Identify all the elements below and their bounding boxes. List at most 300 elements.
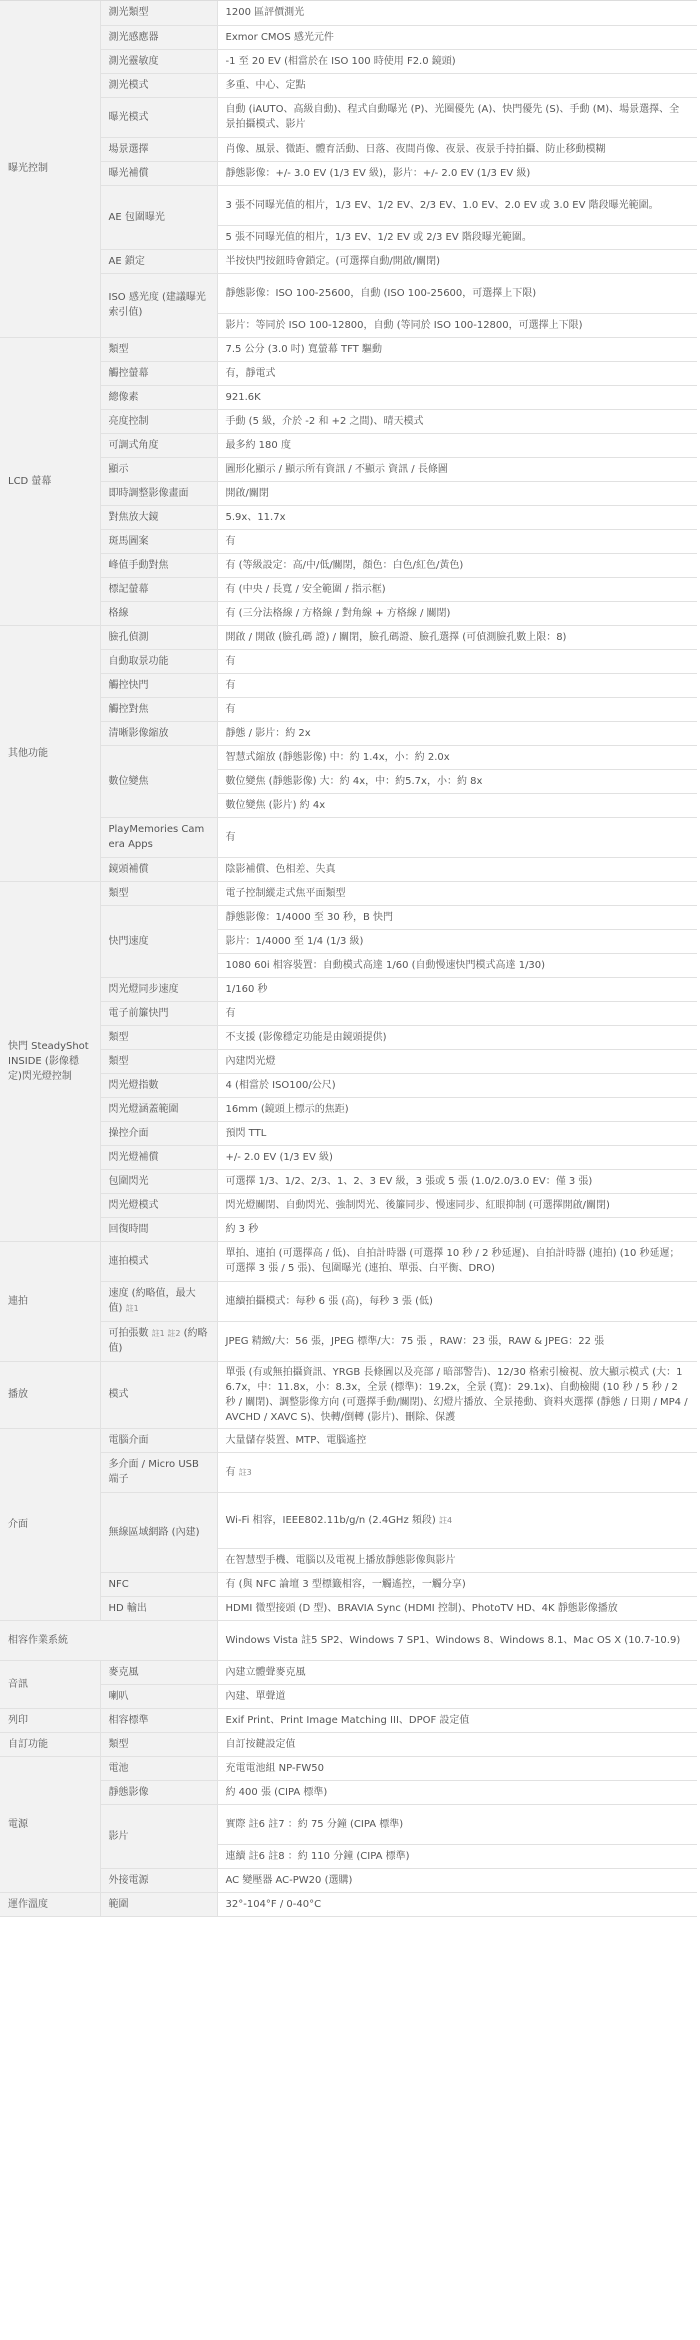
spec-value-text: 有 bbox=[225, 1466, 236, 1478]
spec-value bbox=[217, 769, 697, 793]
spec-value bbox=[217, 1756, 697, 1780]
spec-value bbox=[217, 697, 697, 721]
spec-value bbox=[217, 1596, 697, 1620]
spec-item-text: 峰值手動對焦 bbox=[108, 559, 169, 571]
spec-item-label bbox=[100, 1804, 217, 1868]
spec-value bbox=[217, 673, 697, 697]
spec-item-label bbox=[100, 1492, 217, 1572]
spec-row bbox=[0, 1049, 697, 1073]
spec-value-text: 32°-104°F / 0-40°C bbox=[225, 1898, 322, 1910]
spec-value bbox=[217, 1892, 697, 1916]
spec-value-text: 有 bbox=[225, 703, 236, 715]
spec-item-label bbox=[100, 1121, 217, 1145]
spec-row bbox=[0, 673, 697, 697]
spec-value bbox=[217, 977, 697, 1001]
spec-item-label bbox=[100, 249, 217, 273]
spec-value bbox=[217, 953, 697, 977]
spec-item-text: 喇叭 bbox=[108, 1690, 129, 1702]
spec-item-text: 類型 bbox=[108, 343, 129, 355]
spec-value-text: 單張 (有或無拍攝資訊、YRGB 長條圖以及亮部 / 暗部警告)、12/30 格索引檢視、放大顯示模式 (大：16.7x，中：11.8x，小：8.3x，全景 (標準)：19.2x，全景 (寬)：29.1x)、自動檢閱 (10 秒 / 5 秒 / 2 秒 / 關閉)、調整影像方向 (可選擇手動/關閉)、幻燈片播放、全景捲動、資料夾選擇 (靜態 / 日期 / MP4 / AVCHD / XAVC S)、快轉/倒轉 (影片)、刪除、保護 bbox=[225, 1366, 688, 1423]
spec-row bbox=[0, 1001, 697, 1025]
spec-item-text: 對焦放大鏡 bbox=[108, 511, 159, 523]
spec-value-text: 有 bbox=[225, 535, 236, 547]
spec-item-text: 快門速度 bbox=[108, 935, 149, 947]
spec-row bbox=[0, 249, 697, 273]
spec-item-text: 類型 bbox=[108, 1738, 129, 1750]
spec-row bbox=[0, 1684, 697, 1708]
spec-item-label bbox=[100, 1780, 217, 1804]
spec-value bbox=[217, 337, 697, 361]
spec-value-text: 1200 區評價測光 bbox=[225, 7, 305, 19]
spec-item-label bbox=[100, 1756, 217, 1780]
spec-item-label bbox=[100, 73, 217, 97]
spec-value-text: 實際 註6 註7 ：約 75 分鐘 (CIPA 標準) bbox=[225, 1818, 404, 1830]
spec-row bbox=[0, 1660, 697, 1684]
spec-item-label bbox=[100, 1217, 217, 1241]
spec-row bbox=[0, 49, 697, 73]
spec-row bbox=[0, 1193, 697, 1217]
spec-row bbox=[0, 1596, 697, 1620]
spec-value-text: 多重、中心、定點 bbox=[225, 79, 306, 91]
spec-value bbox=[217, 929, 697, 953]
spec-item-text: 模式 bbox=[108, 1389, 129, 1400]
spec-row bbox=[0, 1780, 697, 1804]
spec-value bbox=[217, 1572, 697, 1596]
spec-item-text: 外接電源 bbox=[108, 1874, 149, 1886]
spec-row bbox=[0, 1868, 697, 1892]
section-category: 曝光控制 bbox=[0, 1, 100, 337]
spec-row bbox=[0, 1217, 697, 1241]
spec-value-text: 有 bbox=[225, 679, 236, 691]
spec-row bbox=[0, 1073, 697, 1097]
spec-value-text: 最多約 180 度 bbox=[225, 439, 291, 451]
spec-row bbox=[0, 361, 697, 385]
spec-item-label bbox=[100, 1868, 217, 1892]
spec-value-text: 3 張不同曝光值的相片，1/3 EV、1/2 EV、2/3 EV、1.0 EV、2.0 EV 或 3.0 EV 階段曝光範圍。 bbox=[225, 199, 659, 211]
spec-value bbox=[217, 1452, 697, 1492]
spec-value-text: 在智慧型手機、電腦以及電視上播放靜態影像與影片 bbox=[225, 1554, 456, 1566]
spec-value bbox=[217, 137, 697, 161]
spec-item-label bbox=[100, 1193, 217, 1217]
spec-item-text: 回復時間 bbox=[108, 1223, 149, 1235]
spec-value bbox=[217, 881, 697, 905]
spec-row bbox=[0, 1892, 697, 1916]
spec-item-text: 顯示 bbox=[108, 463, 129, 475]
spec-item-label bbox=[100, 577, 217, 601]
spec-value-text: 靜態影像：+/- 3.0 EV (1/3 EV 級)，影片：+/- 2.0 EV (1/3 EV 級) bbox=[225, 167, 531, 179]
spec-item-text: 影片 bbox=[108, 1830, 129, 1842]
spec-value-text: 圖形化顯示 / 顯示所有資訊 / 不顯示 資訊 / 長條圖 bbox=[225, 463, 448, 475]
spec-value bbox=[217, 793, 697, 817]
spec-item-label bbox=[100, 1708, 217, 1732]
spec-item-label bbox=[100, 1596, 217, 1620]
spec-row bbox=[0, 721, 697, 745]
spec-item-label bbox=[100, 1361, 217, 1428]
spec-row bbox=[0, 1620, 697, 1660]
spec-item-label bbox=[100, 817, 217, 857]
spec-value bbox=[217, 1428, 697, 1452]
spec-value-text: 單拍、連拍 (可選擇高 / 低)、自拍計時器 (可選擇 10 秒 / 2 秒延遲)、自拍計時器 (連拍) (10 秒延遲；可選擇 3 張 / 5 張)、包圍曝光 (連拍、單張、白平衡、DRO) bbox=[225, 1248, 680, 1274]
spec-value-text: Exif Print、Print Image Matching III、DPOF 設定值 bbox=[225, 1714, 470, 1726]
spec-item-label bbox=[100, 409, 217, 433]
spec-item-label bbox=[100, 137, 217, 161]
spec-row bbox=[0, 481, 697, 505]
spec-item-text: 麥克風 bbox=[108, 1666, 139, 1678]
spec-item-text: 類型 bbox=[108, 887, 129, 899]
spec-value-text: 約 400 張 (CIPA 標準) bbox=[225, 1786, 328, 1798]
spec-value-text: 1080 60i 相容裝置：自動模式高達 1/60 (自動慢速快門模式高達 1/30) bbox=[225, 959, 546, 971]
spec-item-text: 多介面 / Micro USB 端子 bbox=[108, 1459, 199, 1485]
spec-item-label bbox=[100, 505, 217, 529]
spec-row bbox=[0, 745, 697, 769]
spec-value-text: 連續拍攝模式：每秒 6 張 (高)，每秒 3 張 (低) bbox=[225, 1295, 433, 1307]
spec-value-text: 預閃 TTL bbox=[225, 1127, 267, 1139]
footnote-marker: 註1 bbox=[125, 1304, 139, 1313]
spec-row bbox=[0, 1145, 697, 1169]
spec-row bbox=[0, 457, 697, 481]
spec-row bbox=[0, 73, 697, 97]
section-category: 相容作業系統 bbox=[0, 1620, 217, 1660]
spec-row bbox=[0, 97, 697, 137]
spec-value-text: 有 (三分法格線 / 方格線 / 對角線 + 方格線 / 關閉) bbox=[225, 607, 451, 619]
spec-item-label bbox=[100, 161, 217, 185]
spec-row bbox=[0, 1169, 697, 1193]
spec-value bbox=[217, 905, 697, 929]
spec-value-text: 約 3 秒 bbox=[225, 1223, 259, 1235]
spec-value bbox=[217, 25, 697, 49]
spec-item-label bbox=[100, 721, 217, 745]
spec-value-text: +/- 2.0 EV (1/3 EV 級) bbox=[225, 1151, 333, 1163]
section-category: 運作溫度 bbox=[0, 1892, 100, 1916]
spec-value bbox=[217, 505, 697, 529]
section-category: 其他功能 bbox=[0, 625, 100, 881]
spec-value bbox=[217, 481, 697, 505]
spec-row bbox=[0, 185, 697, 225]
spec-value bbox=[217, 1, 697, 25]
spec-item-label bbox=[100, 1428, 217, 1452]
spec-value bbox=[217, 73, 697, 97]
spec-row bbox=[0, 577, 697, 601]
spec-item-suffix: (約略值) bbox=[108, 1328, 208, 1354]
spec-value bbox=[217, 1361, 697, 1428]
spec-row bbox=[0, 1708, 697, 1732]
spec-value bbox=[217, 1620, 697, 1660]
spec-item-label bbox=[100, 185, 217, 249]
spec-row bbox=[0, 337, 697, 361]
spec-item-label bbox=[100, 529, 217, 553]
spec-item-text: AE 包圍曝光 bbox=[108, 211, 165, 223]
spec-item-label bbox=[100, 745, 217, 817]
spec-item-text: 標記螢幕 bbox=[108, 583, 149, 595]
spec-item-label bbox=[100, 977, 217, 1001]
spec-value-text: 手動 (5 級，介於 -2 和 +2 之間)、晴天模式 bbox=[225, 415, 424, 427]
spec-value-text: 有，靜電式 bbox=[225, 367, 276, 379]
spec-value bbox=[217, 1217, 697, 1241]
spec-row bbox=[0, 1452, 697, 1492]
spec-row bbox=[0, 697, 697, 721]
spec-item-text: 無線區域網路 (內建) bbox=[108, 1526, 200, 1538]
section-category: 音訊 bbox=[0, 1660, 100, 1708]
spec-item-label bbox=[100, 1, 217, 25]
spec-value-text: 自訂按鍵設定值 bbox=[225, 1738, 296, 1750]
spec-item-label bbox=[100, 361, 217, 385]
spec-item-label bbox=[100, 97, 217, 137]
spec-item-label bbox=[100, 1452, 217, 1492]
spec-value-text: 有 (中央 / 長寬 / 安全範圍 / 指示框) bbox=[225, 583, 386, 595]
spec-value-text: HDMI 微型接頭 (D 型)、BRAVIA Sync (HDMI 控制)、PhotoTV HD、4K 靜態影像播放 bbox=[225, 1602, 618, 1614]
spec-row bbox=[0, 137, 697, 161]
spec-row bbox=[0, 625, 697, 649]
spec-value-text: 自動 (iAUTO、高級自動)、程式自動曝光 (P)、光圈優先 (A)、快門優先 (S)、手動 (M)、場景選擇、全景拍攝模式、影片 bbox=[225, 104, 680, 130]
spec-value-text: Exmor CMOS 感光元件 bbox=[225, 31, 334, 43]
spec-row bbox=[0, 1, 697, 25]
spec-value-text: 有 bbox=[225, 831, 236, 843]
spec-item-label bbox=[100, 673, 217, 697]
spec-row bbox=[0, 1121, 697, 1145]
spec-value bbox=[217, 625, 697, 649]
spec-row bbox=[0, 1572, 697, 1596]
spec-value-text: 16mm (鏡頭上標示的焦距) bbox=[225, 1103, 349, 1115]
spec-item-text: 總像素 bbox=[108, 391, 139, 403]
spec-value bbox=[217, 273, 697, 313]
spec-item-label bbox=[100, 1684, 217, 1708]
spec-row bbox=[0, 1756, 697, 1780]
section-category: 快門 SteadyShot INSIDE (影像穩定)閃光燈控制 bbox=[0, 881, 100, 1241]
spec-value-text: 有 (與 NFC 論壇 3 型標籤相容，一觸遙控，一觸分享) bbox=[225, 1578, 466, 1590]
spec-item-text: 觸控螢幕 bbox=[108, 367, 149, 379]
spec-value bbox=[217, 857, 697, 881]
spec-value bbox=[217, 249, 697, 273]
spec-item-label bbox=[100, 1097, 217, 1121]
spec-value-text: 5 張不同曝光值的相片，1/3 EV、1/2 EV 或 2/3 EV 階段曝光範圍。 bbox=[225, 231, 532, 243]
spec-item-label bbox=[100, 1169, 217, 1193]
spec-value bbox=[217, 1025, 697, 1049]
spec-value bbox=[217, 409, 697, 433]
spec-row bbox=[0, 385, 697, 409]
spec-value-text: 開啟/關閉 bbox=[225, 487, 269, 499]
spec-value-text: -1 至 20 EV (相當於在 ISO 100 時使用 F2.0 鏡頭) bbox=[225, 55, 456, 67]
spec-value bbox=[217, 601, 697, 625]
spec-item-text: 斑馬圖案 bbox=[108, 535, 149, 547]
spec-row bbox=[0, 433, 697, 457]
spec-item-text: 測光類型 bbox=[108, 7, 149, 19]
spec-value bbox=[217, 457, 697, 481]
spec-value-text: 7.5 公分 (3.0 吋) 寬螢幕 TFT 驅動 bbox=[225, 343, 382, 355]
spec-item-text: HD 輸出 bbox=[108, 1602, 147, 1614]
spec-item-label bbox=[100, 481, 217, 505]
spec-value-text: 大量儲存裝置、MTP、電腦遙控 bbox=[225, 1434, 367, 1446]
spec-value bbox=[217, 577, 697, 601]
spec-value bbox=[217, 1145, 697, 1169]
spec-row bbox=[0, 857, 697, 881]
spec-value bbox=[217, 817, 697, 857]
spec-item-text: 電池 bbox=[108, 1762, 129, 1774]
spec-value-text: 充電電池組 NP-FW50 bbox=[225, 1762, 324, 1774]
spec-row bbox=[0, 25, 697, 49]
spec-value bbox=[217, 1684, 697, 1708]
section-category: LCD 螢幕 bbox=[0, 337, 100, 625]
spec-item-text: 可調式角度 bbox=[108, 439, 159, 451]
spec-value-text: 921.6K bbox=[225, 391, 261, 403]
spec-item-text: 自動取景功能 bbox=[108, 655, 169, 667]
spec-item-text: 速度 (約略值，最大值) bbox=[108, 1288, 196, 1314]
spec-item-text: 包圍閃光 bbox=[108, 1175, 149, 1187]
spec-value-text: 數位變焦 (影片) 約 4x bbox=[225, 799, 326, 811]
spec-value bbox=[217, 1548, 697, 1572]
spec-item-text: PlayMemories Camera Apps bbox=[108, 824, 205, 850]
spec-item-label bbox=[100, 905, 217, 977]
spec-value-text: 陰影補償、色相差、失真 bbox=[225, 863, 336, 875]
section-category: 電源 bbox=[0, 1756, 100, 1892]
spec-value bbox=[217, 1492, 697, 1548]
spec-item-text: 範圍 bbox=[108, 1898, 129, 1910]
spec-item-label bbox=[100, 1572, 217, 1596]
spec-item-text: 場景選擇 bbox=[108, 143, 149, 155]
spec-item-label bbox=[100, 857, 217, 881]
spec-item-text: 觸控對焦 bbox=[108, 703, 149, 715]
spec-value bbox=[217, 1844, 697, 1868]
spec-value-text: 有 bbox=[225, 1007, 236, 1019]
spec-item-text: 測光模式 bbox=[108, 79, 149, 91]
spec-row bbox=[0, 905, 697, 929]
spec-row bbox=[0, 1321, 697, 1361]
spec-item-text: 曝光模式 bbox=[108, 111, 149, 123]
spec-item-text: 靜態影像 bbox=[108, 1786, 149, 1798]
spec-row bbox=[0, 649, 697, 673]
spec-row bbox=[0, 1097, 697, 1121]
spec-item-label bbox=[100, 697, 217, 721]
spec-item-text: 閃光燈同步速度 bbox=[108, 983, 179, 995]
spec-value-text: 內建立體聲麥克風 bbox=[225, 1666, 306, 1678]
spec-item-label bbox=[100, 1241, 217, 1281]
spec-value bbox=[217, 745, 697, 769]
spec-value-text: Wi-Fi 相容，IEEE802.11b/g/n (2.4GHz 頻段) bbox=[225, 1514, 436, 1526]
spec-value-text: 有 bbox=[225, 655, 236, 667]
spec-item-text: 亮度控制 bbox=[108, 415, 149, 427]
spec-value-text: 有 (等級設定：高/中/低/關閉，顏色：白色/紅色/黃色) bbox=[225, 559, 464, 571]
spec-item-text: 即時調整影像畫面 bbox=[108, 487, 189, 499]
spec-item-label bbox=[100, 625, 217, 649]
footnote-marker: 註4 bbox=[438, 1515, 453, 1525]
spec-item-label bbox=[100, 25, 217, 49]
spec-row bbox=[0, 881, 697, 905]
spec-value-text: Windows Vista 註5 SP2、Windows 7 SP1、Windows 8、Windows 8.1、Mac OS X (10.7-10.9) bbox=[225, 1634, 681, 1646]
spec-value bbox=[217, 1241, 697, 1281]
spec-value bbox=[217, 1001, 697, 1025]
spec-item-label bbox=[100, 1892, 217, 1916]
spec-row bbox=[0, 1241, 697, 1281]
spec-item-text: ISO 感光度 (建議曝光索引值) bbox=[108, 292, 206, 318]
spec-item-text: 格線 bbox=[108, 607, 129, 619]
spec-value bbox=[217, 97, 697, 137]
spec-item-text: 電腦介面 bbox=[108, 1434, 149, 1446]
spec-item-text: 數位變焦 bbox=[108, 775, 149, 787]
spec-row bbox=[0, 1361, 697, 1428]
spec-row bbox=[0, 1492, 697, 1548]
spec-item-label bbox=[100, 1073, 217, 1097]
spec-value-text: 連續 註6 註8 ：約 110 分鐘 (CIPA 標準) bbox=[225, 1850, 410, 1862]
spec-item-text: 可拍張數 bbox=[108, 1328, 149, 1339]
spec-value bbox=[217, 721, 697, 745]
spec-value bbox=[217, 313, 697, 337]
spec-value bbox=[217, 529, 697, 553]
spec-value bbox=[217, 433, 697, 457]
spec-value-text: 可選擇 1/3、1/2、2/3、1、2、3 EV 級，3 張或 5 張 (1.0/2.0/3.0 EV：僅 3 張) bbox=[225, 1175, 593, 1187]
spec-value bbox=[217, 1073, 697, 1097]
spec-item-label bbox=[100, 1001, 217, 1025]
spec-value-text: JPEG 精緻/大：56 張，JPEG 標準/大：75 張 ，RAW：23 張，RAW & JPEG：22 張 bbox=[225, 1335, 605, 1347]
spec-value-text: 不支援 (影像穩定功能是由鏡頭提供) bbox=[225, 1031, 387, 1043]
spec-value bbox=[217, 1660, 697, 1684]
spec-value-text: 肖像、風景、微距、體育活動、日落、夜間肖像、夜景、夜景手持拍攝、防止移動模糊 bbox=[225, 143, 606, 155]
spec-row bbox=[0, 1804, 697, 1844]
spec-item-label bbox=[100, 1732, 217, 1756]
section-category: 介面 bbox=[0, 1428, 100, 1620]
section-category: 自訂功能 bbox=[0, 1732, 100, 1756]
spec-item-label bbox=[100, 1660, 217, 1684]
footnote-marker: 註3 bbox=[238, 1467, 252, 1477]
spec-row bbox=[0, 273, 697, 313]
spec-table-body bbox=[0, 1, 697, 1916]
spec-item-text: 曝光補償 bbox=[108, 167, 149, 179]
spec-item-text: 閃光燈指數 bbox=[108, 1079, 159, 1091]
spec-item-text: 觸控快門 bbox=[108, 679, 149, 691]
spec-value bbox=[217, 1049, 697, 1073]
spec-item-label bbox=[100, 1281, 217, 1321]
spec-item-text: AE 鎖定 bbox=[108, 255, 145, 267]
spec-item-text: 閃光燈模式 bbox=[108, 1199, 159, 1211]
spec-item-text: NFC bbox=[108, 1578, 129, 1590]
spec-value bbox=[217, 225, 697, 249]
spec-item-label bbox=[100, 1025, 217, 1049]
spec-value-text: 智慧式縮放 (靜態影像) 中：約 1.4x，小：約 2.0x bbox=[225, 751, 450, 763]
spec-item-text: 類型 bbox=[108, 1055, 129, 1067]
footnote-marker: 註1 註2 bbox=[151, 1329, 181, 1338]
spec-item-text: 操控介面 bbox=[108, 1127, 149, 1139]
section-category: 連拍 bbox=[0, 1241, 100, 1361]
spec-row bbox=[0, 1281, 697, 1321]
spec-item-label bbox=[100, 1145, 217, 1169]
spec-row bbox=[0, 1025, 697, 1049]
spec-item-label bbox=[100, 601, 217, 625]
spec-value-text: 內建閃光燈 bbox=[225, 1055, 276, 1067]
spec-item-label bbox=[100, 433, 217, 457]
spec-row bbox=[0, 817, 697, 857]
spec-value bbox=[217, 385, 697, 409]
spec-value bbox=[217, 49, 697, 73]
spec-value-text: 半按快門按鈕時會鎖定。(可選擇自動/開啟/關閉) bbox=[225, 255, 441, 267]
spec-row bbox=[0, 1428, 697, 1452]
spec-row bbox=[0, 601, 697, 625]
spec-item-text: 測光感應器 bbox=[108, 31, 159, 43]
spec-item-text: 類型 bbox=[108, 1031, 129, 1043]
spec-value-text: 靜態影像：ISO 100-25600，自動 (ISO 100-25600，可選擇上下限) bbox=[225, 287, 537, 299]
spec-value-text: 開啟 / 開啟 (臉孔碼 證) / 關閉，臉孔碼證、臉孔選擇 (可偵測臉孔數上限：8) bbox=[225, 631, 567, 643]
spec-value bbox=[217, 361, 697, 385]
spec-value bbox=[217, 1804, 697, 1844]
spec-value-text: 靜態影像：1/4000 至 30 秒，B 快門 bbox=[225, 911, 393, 923]
spec-item-label bbox=[100, 649, 217, 673]
spec-value bbox=[217, 161, 697, 185]
spec-item-label bbox=[100, 881, 217, 905]
spec-value-text: 數位變焦 (靜態影像) 大：約 4x，中：約5.7x，小：約 8x bbox=[225, 775, 483, 787]
spec-row bbox=[0, 409, 697, 433]
spec-item-label bbox=[100, 457, 217, 481]
spec-value bbox=[217, 1281, 697, 1321]
spec-value-text: 影片：1/4000 至 1/4 (1/3 級) bbox=[225, 935, 364, 947]
spec-value bbox=[217, 1732, 697, 1756]
spec-item-text: 臉孔偵測 bbox=[108, 631, 149, 643]
